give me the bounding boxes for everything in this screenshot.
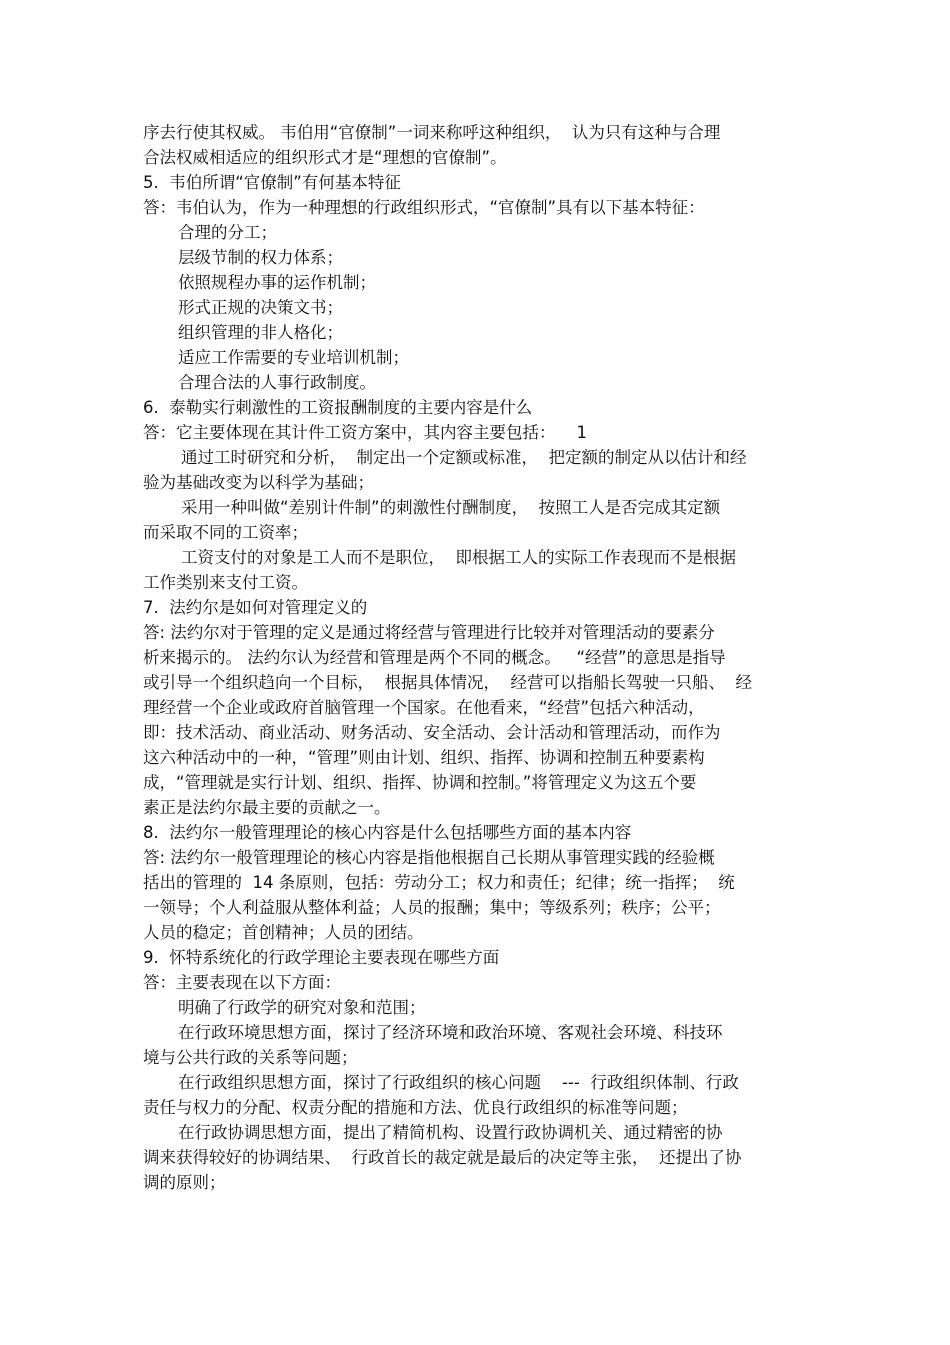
text-line: 而采取不同的工资率； (143, 523, 308, 542)
answer-line: 答: 法约尔对于管理的定义是通过将经营与管理进行比较并对管理活动的要素分 (143, 623, 715, 642)
text-line: 在行政协调思想方面，提出了精简机构、设置行政协调机关、通过精密的协 (178, 1123, 723, 1142)
list-item: 依照规程办事的运作机制； (178, 273, 376, 292)
text-line: 或引导一个组织趋向一个目标， 根据具体情况， 经营可以指船长驾驶一只船、 经 (143, 673, 752, 692)
list-item: 合理的分工； (178, 223, 277, 242)
text-line: 人员的稳定；首创精神；人员的团结。 (143, 923, 424, 942)
answer-line: 答：主要表现在以下方面： (143, 973, 341, 992)
list-item: 形式正规的决策文书； (178, 298, 343, 317)
question-heading: 6. 泰勒实行刺激性的工资报酬制度的主要内容是什么 (143, 398, 533, 417)
text-line: 素正是法约尔最主要的贡献之一。 (143, 798, 391, 817)
text-line: 在行政组织思想方面，探讨了行政组织的核心问题 --- 行政组织体制、行政 (178, 1073, 739, 1092)
text-line: 工作类别来支付工资。 (143, 573, 308, 592)
text-line: 一领导；个人利益服从整体利益；人员的报酬；集中；等级系列；秩序；公平； (143, 898, 721, 917)
answer-line: 答: 法约尔一般管理理论的核心内容是指他根据自己长期从事管理实践的经验概 (143, 848, 715, 867)
text-line: 即：技术活动、商业活动、财务活动、安全活动、会计活动和管理活动，而作为 (143, 723, 721, 742)
text-line: 合法权威相适应的组织形式才是“理想的官僚制”。 (143, 148, 507, 167)
question-heading: 9. 怀特系统化的行政学理论主要表现在哪些方面 (143, 948, 500, 967)
list-item: 适应工作需要的专业培训机制； (178, 348, 409, 367)
text-line: 通过工时研究和分析， 制定出一个定额或标准， 把定额的制定从以估计和经 (181, 448, 747, 467)
text-line: 调的原则； (143, 1173, 226, 1192)
list-item: 合理合法的人事行政制度。 (178, 373, 376, 392)
question-heading: 8. 法约尔一般管理理论的核心内容是什么包括哪些方面的基本内容 (143, 823, 632, 842)
text-line: 采用一种叫做“差别计件制”的刺激性付酬制度， 按照工人是否完成其定额 (181, 498, 721, 517)
answer-line: 答：它主要体现在其计件工资方案中，其内容主要包括： 1 (143, 423, 587, 442)
question-heading: 5. 韦伯所谓“官僚制”有何基本特征 (143, 173, 401, 192)
text-line: 调来获得较好的协调结果、 行政首长的裁定就是最后的决定等主张， 还提出了协 (143, 1148, 742, 1167)
text-line: 析来揭示的。 法约尔认为经营和管理是两个不同的概念。 “经营”的意思是指导 (143, 648, 726, 667)
question-heading: 7. 法约尔是如何对管理定义的 (143, 598, 368, 617)
text-line: 括出的管理的 14 条原则，包括：劳动分工；权力和责任；纪律；统一指挥； 统 (143, 873, 735, 892)
text-line: 这六种活动中的一种，“管理”则由计划、组织、指挥、协调和控制五种要素构 (143, 748, 705, 767)
text-line: 成，“管理就是实行计划、组织、指挥、协调和控制。”将管理定义为这五个要 (143, 773, 697, 792)
text-line: 境与公共行政的关系等问题； (143, 1048, 358, 1067)
text-line: 序去行使其权威。 韦伯用“官僚制”一词来称呼这种组织， 认为只有这种与合理 (143, 123, 721, 142)
text-line: 理经营一个企业或政府首脑管理一个国家。在他看来，“经营”包括六种活动， (143, 698, 705, 717)
text-line: 在行政环境思想方面，探讨了经济环境和政治环境、客观社会环境、科技环 (178, 1023, 723, 1042)
list-item: 明确了行政学的研究对象和范围； (178, 998, 426, 1017)
text-line: 工资支付的对象是工人而不是职位， 即根据工人的实际工作表现而不是根据 (181, 548, 736, 567)
list-item: 层级节制的权力体系； (178, 248, 343, 267)
answer-line: 答：韦伯认为，作为一种理想的行政组织形式，“官僚制”具有以下基本特征： (143, 198, 705, 217)
text-line: 验为基础改变为以科学为基础； (143, 473, 374, 492)
list-item: 组织管理的非人格化； (178, 323, 343, 342)
text-line: 责任与权力的分配、权责分配的措施和方法、优良行政组织的标准等问题； (143, 1098, 688, 1117)
